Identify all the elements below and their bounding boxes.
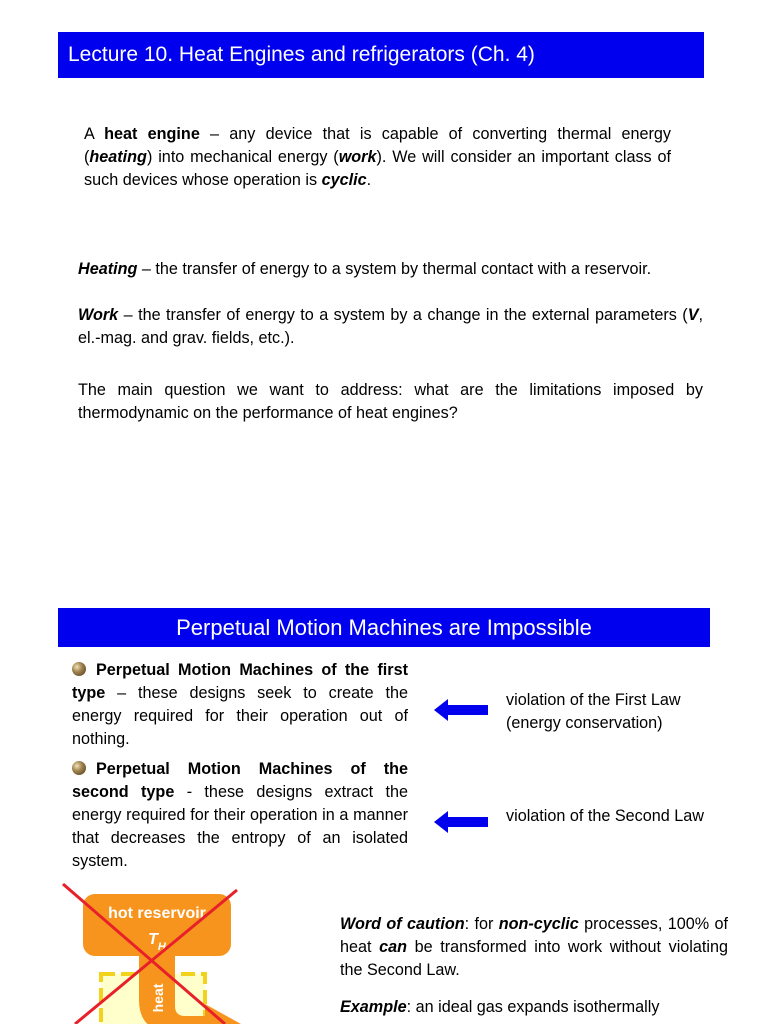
arrow-left-icon bbox=[434, 699, 488, 721]
volume-symbol: V bbox=[687, 306, 699, 324]
temperature-label: $T_H$ bbox=[148, 931, 166, 953]
violation-second-law: violation of the Second Law bbox=[506, 807, 704, 825]
pmm-second-type: Perpetual Motion Machines of the second type - these designs extract the energy required for their operation in a manner that decreases the entropy of an isolated system. bbox=[72, 760, 408, 870]
heat-label: heat bbox=[150, 983, 166, 1013]
lecture-title: Lecture 10. Heat Engines and refrigerators (Ch. 4) bbox=[58, 32, 704, 78]
violation-first-law: violation of the First Law (energy conservation) bbox=[506, 691, 681, 732]
main-question: The main question we want to address: what are the limitations imposed by thermodynamic on the performance of heat engines? bbox=[78, 381, 703, 422]
heating-term: Heating bbox=[78, 260, 138, 278]
word-of-caution: Word of caution: for non-cyclic processes, 100% of heat can be transformed into work without violating the Second Law. bbox=[340, 915, 728, 979]
intro-paragraph: A heat engine – any device that is capable of converting thermal energy (heating) into mechanical energy (work). We will consider an important class of such devices whose operation is cyclic. bbox=[84, 125, 672, 189]
arrow-left-icon bbox=[434, 811, 488, 833]
bullet-icon bbox=[72, 662, 86, 676]
example-paragraph: Example: an ideal gas expands isothermally bbox=[340, 998, 660, 1016]
term-heating: heating bbox=[89, 148, 147, 166]
work-term: Work bbox=[78, 306, 119, 324]
section-title: Perpetual Motion Machines are Impossible bbox=[58, 608, 710, 647]
crossed-out-engine-diagram bbox=[55, 880, 255, 1024]
hot-reservoir-label: hot reservoir bbox=[108, 905, 206, 922]
term-cyclic: cyclic bbox=[321, 171, 367, 189]
work-definition: Work – the transfer of energy to a system by a change in the external parameters (V, el.-mag. and grav. fields, etc.). bbox=[78, 306, 703, 347]
example-term: Example bbox=[340, 998, 407, 1016]
bullet-icon bbox=[72, 761, 86, 775]
heating-definition: Heating – the transfer of energy to a system by thermal contact with a reservoir. bbox=[78, 260, 652, 278]
caution-term: Word of caution bbox=[340, 915, 465, 933]
term-work: work bbox=[338, 148, 377, 166]
term-heat-engine: heat engine bbox=[104, 125, 200, 143]
pmm-first-type: Perpetual Motion Machines of the first type – these designs seek to create the energy required for their operation out of nothing. bbox=[72, 661, 408, 748]
